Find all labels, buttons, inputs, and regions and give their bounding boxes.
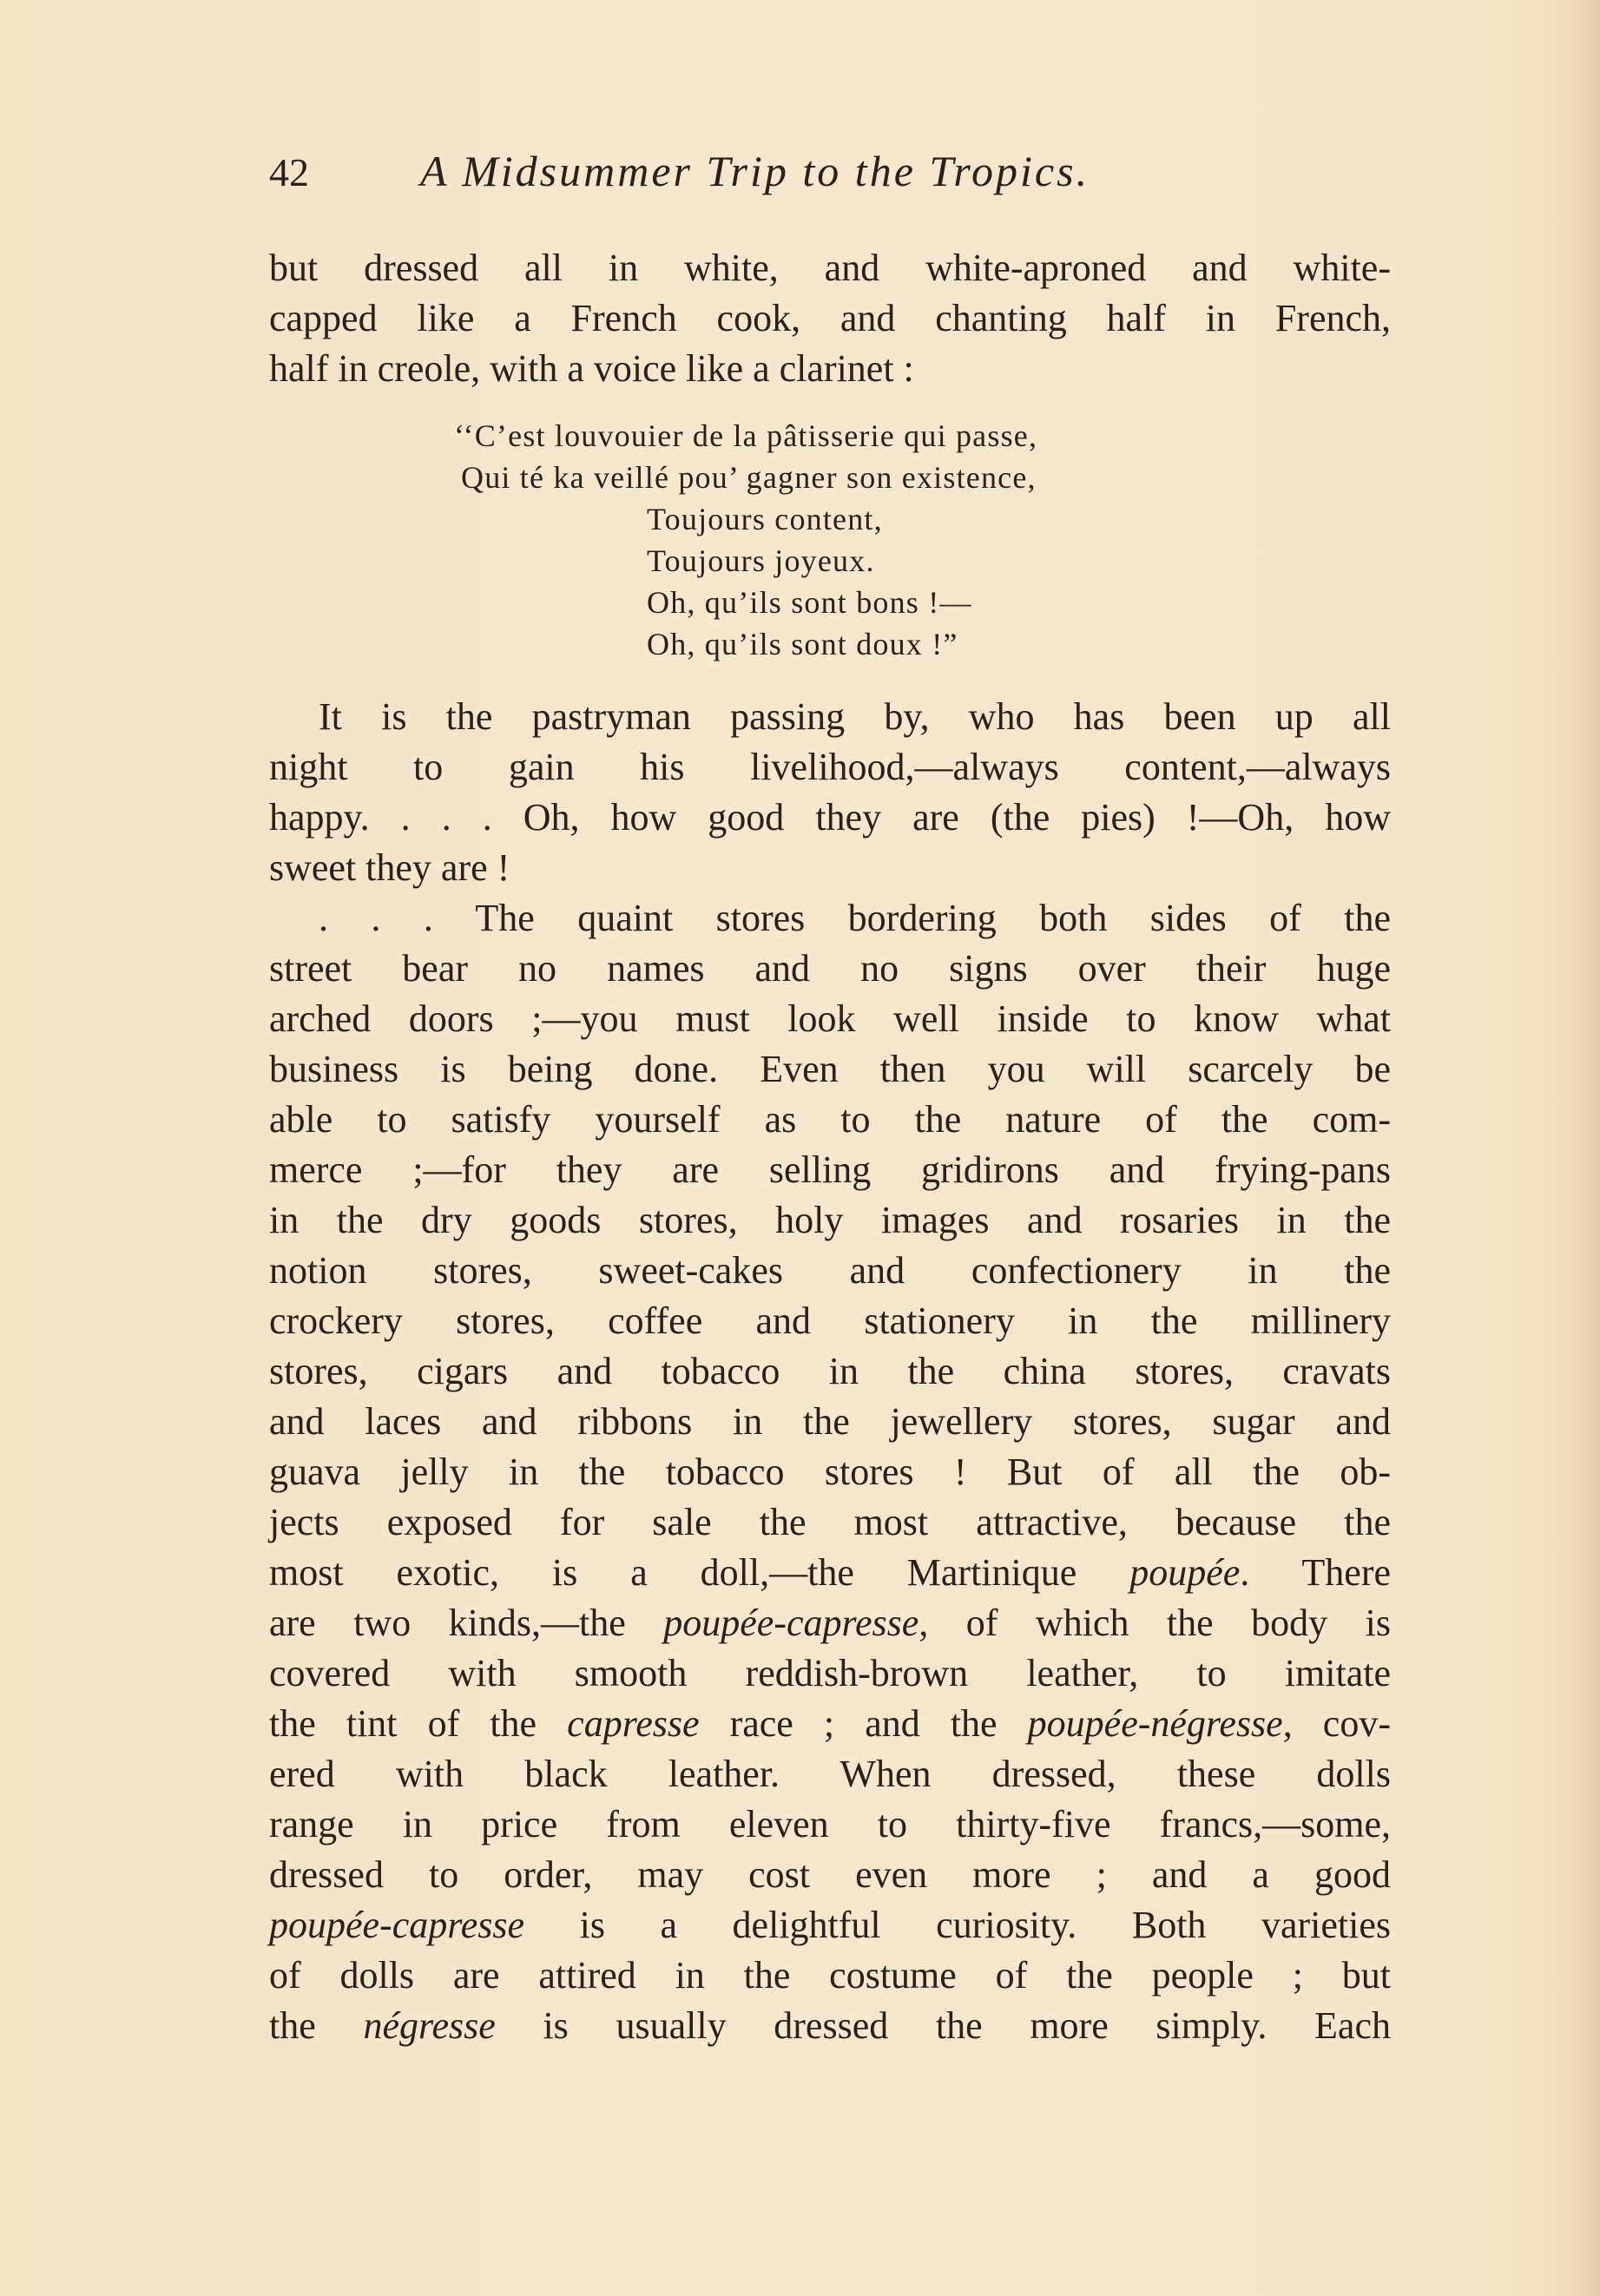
text-line [269,1900,1391,1951]
text-line [269,1095,1391,1145]
text-segment: It is the pastryman passing by, who has been up all [319,695,1391,738]
text-segment: are two kinds,—the [269,1602,664,1644]
italic-term: négresse [363,2004,496,2047]
text-segment: covered with smooth reddish-brown leather, to imitate [269,1652,1391,1694]
text-line [269,1749,1391,1799]
verse-line: Oh, qu’ils sont bons !— [647,585,972,620]
text-line [269,344,1391,394]
text-segment: happy. . . . Oh, how good they are (the pies) !—Oh, how [269,796,1391,839]
text-segment: capped like a French cook, and chanting half in French, [269,297,1391,339]
text-line [269,1648,1391,1699]
text-segment: dressed to order, may cost even more ; and a good [269,1853,1391,1896]
text-segment: but dressed all in white, and white-aproned and white- [269,247,1391,289]
text-segment: sweet they are ! [269,846,510,889]
italic-term: poupée-capresse [269,1904,525,1946]
text-segment: notion stores, sweet-cakes and confectionery in the [269,1249,1391,1292]
italic-term: poupée [1129,1551,1241,1594]
text-line [269,1548,1391,1598]
text-line [269,1044,1391,1095]
text-segment: , cov- [1282,1702,1391,1745]
text-line [269,1850,1391,1900]
text-line [269,1447,1391,1497]
running-title: A Midsummer Trip to the Tropics. [420,147,1090,195]
text-segment: and laces and ribbons in the jewellery stores, sugar and [269,1400,1391,1443]
text-segment: the [269,2004,364,2047]
text-segment: able to satisfy yourself as to the nature of the com- [269,1098,1391,1141]
verse-line: Qui té ka veillé pou’ gagner son existence, [461,460,1037,495]
text-line [269,742,1391,793]
text-segment: range in price from eleven to thirty-five francs,—some, [269,1803,1391,1845]
text-line [269,1195,1391,1246]
verse-line: ‘‘C’est louvouier de la pâtisserie qui passe, [454,418,1038,453]
text-segment: business is being done. Even then you will scarcely be [269,1048,1391,1090]
page-number: 42 [269,150,309,194]
text-segment: of dolls are attired in the costume of the people ; but [269,1954,1391,1997]
text-line [269,1246,1391,1296]
text-segment: is usually dressed the more simply. Each [495,2004,1391,2047]
verse-line: Toujours joyeux. [647,543,875,578]
text-segment: crockery stores, coffee and stationery in the millinery [269,1299,1391,1342]
text-segment: stores, cigars and tobacco in the china stores, cravats [269,1350,1391,1392]
text-segment: in the dry goods stores, holy images and rosaries in the [269,1199,1391,1241]
text-line [269,1699,1391,1749]
paragraph-3 [269,893,1391,2051]
text-line [269,1799,1391,1850]
text-segment: . There [1240,1551,1391,1594]
verse-line: Oh, qu’ils sont doux !” [647,627,958,661]
text-line [269,243,1391,293]
text-segment: merce ;—for they are selling gridirons and frying-pans [269,1148,1391,1191]
text-line [269,1598,1391,1648]
text-line [269,893,1391,944]
text-segment: arched doors ;—you must look well inside to know what [269,997,1391,1040]
paragraph-1 [269,243,1391,394]
text-line [269,1145,1391,1195]
text-segment: most exotic, is a doll,—the Martinique [269,1551,1130,1594]
text-segment: guava jelly in the tobacco stores ! But of all the ob- [269,1451,1391,1493]
text-line [269,1497,1391,1548]
text-line [269,843,1391,893]
italic-term: poupée-négresse [1027,1702,1283,1745]
text-line [269,1346,1391,1397]
paragraph-2 [269,692,1391,893]
text-line [269,994,1391,1044]
text-segment: street bear no names and no signs over their huge [269,947,1391,990]
text-line [269,1951,1391,2001]
text-line [269,293,1391,344]
text-line [269,1296,1391,1346]
text-segment: . . . The quaint stores bordering both sides of the [319,897,1391,939]
italic-term: capresse [567,1702,700,1745]
text-segment: is a delightful curiosity. Both varieties [524,1904,1391,1946]
text-line [269,793,1391,843]
text-line [269,2001,1391,2051]
text-segment: half in creole, with a voice like a clarinet : [269,347,914,390]
text-line [269,692,1391,742]
text-segment: ered with black leather. When dressed, these dolls [269,1753,1391,1795]
text-line [269,1397,1391,1447]
text-line [269,944,1391,994]
text-segment: , of which the body is [919,1602,1391,1644]
verse-line: Toujours content, [647,502,883,536]
italic-term: poupée-capresse [663,1602,919,1644]
text-segment: the tint of the [269,1702,568,1745]
text-segment: jects exposed for sale the most attractive, because the [269,1501,1391,1543]
text-segment: race ; and the [699,1702,1028,1745]
text-segment: night to gain his livelihood,—always content,—always [269,746,1391,788]
